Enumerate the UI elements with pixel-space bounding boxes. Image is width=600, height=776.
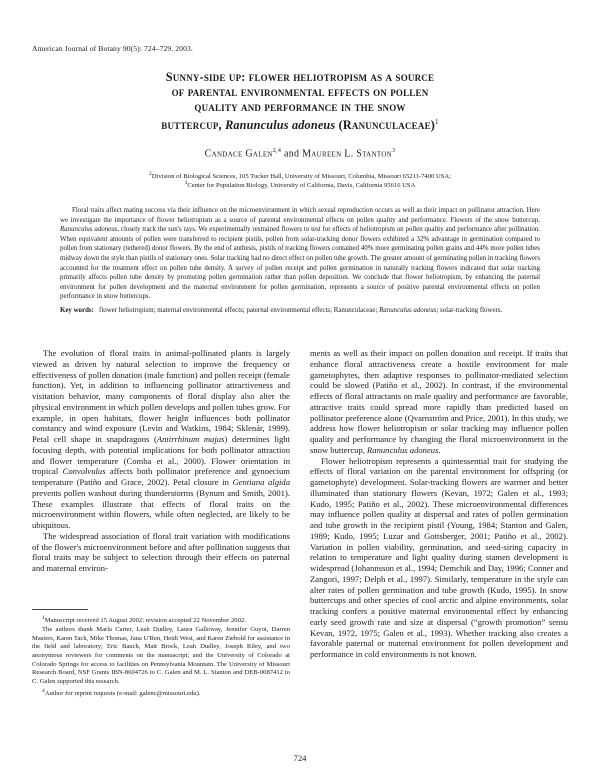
abstract-text-2: , closely track the sun's rays. We experimentally restrained flowers to test for effects of heliotropism on pollen quality and performance after pollination. When equivalent amounts of pollen were transferred to recipient pistils, pollen from solar-tracking donor flowers exhibited a 32% advantage in germination compared to pollen from stationary (tethered) donor flowers. By the end of anthesis, pistils of tracking flowers contained 40% more germinating pollen grains and 44% more pollen tubes midway down the style than pistils of stationary ones. Solar tracking had no direct effect on pollen tube growth. The greater amount of germinating pollen in tracking flowers accounted for the treatment effect on pollen tube density. A survey of pollen receipt and pollen germination in naturally tracking flowers indicated that solar tracking primarily affects pollen tube density by promoting pollen germination rather than pollen deposition. We conclude that flower heliotropism, by enhancing the paternal environment for pollen development and the maternal environment for pollen germination, represents a source of positive parental environmental effects on pollen performance in snow buttercups. (60, 226, 540, 301)
species-name: Antirrhinum majus (156, 434, 225, 444)
author-1: Candace Galen (204, 148, 273, 160)
title-line-4: buttercup, (161, 118, 226, 133)
species-name: Ranunculus adoneus (367, 444, 439, 455)
title-line-2: of parental environmental effects on pollen (171, 85, 429, 99)
abstract (60, 206, 540, 302)
body-column-left (32, 348, 290, 574)
keywords (60, 306, 540, 316)
keywords-label: Key words: (60, 307, 94, 314)
keywords-text-2: ; solar-tracking flowers. (436, 307, 503, 314)
species-name: Gentiana algida (232, 477, 290, 487)
article-title (60, 70, 540, 133)
footnote-mark: 4 (42, 687, 45, 694)
affiliation-2-mark: 3 (184, 180, 188, 186)
footnote-text: Author for reprint requests (e-mail: galenc@missouri.edu). (44, 690, 201, 697)
footnote: The authors thank Marla Carter, Leah Dudley, Laura Galloway, Jennifer Guyot, Darren Masters, Karen Tack, Mike Thomas, Jana U'Ren, Heidi West, and Karen Ziebold for assistance in the field and laboratory; Eric Bauch, Matt Brock, Leah Dudley, Joseph Riley, and two anonymous reviewers for comments on the manuscript; and the University of Colorado at Colorado Springs for access to facilities on Pennsylvania Mountain. The University of Missouri Research Board, NSF Grants IBN-8604726 to C. Galen and M. L. Stanton and DEB-0087412 to C. Galen supported this research. (32, 625, 290, 686)
title-family: (Ranunculaceae) (335, 118, 436, 133)
genus-name: Convolvulus (62, 466, 106, 477)
footnotes (32, 614, 290, 699)
paragraph-text: . (438, 444, 441, 455)
keywords-species: Ranunculus adoneus (379, 307, 437, 314)
paragraph-text: ments as well as their impact on pollen donation and receipt. If traits that enhance floral attractiveness create a hostile environment for male gametophytes, then adaptive responses to pollinator-mediated selection could be slowed (Patiño et al., 2002). In contrast, if the environmental effects of floral attractants on male quality and performance are favorable, attractive traits could spread more rapidly than predicted based on pollinator preference alone (Qvarnström and Price, 2001). In this study, we address how flower heliotropism or solar tracking may influence pollen quality and performance by changing the floral microenvironment in the snow buttercup, (310, 348, 568, 455)
author-2-mark: 3 (392, 148, 396, 154)
author-line (0, 148, 600, 159)
paragraph-text: prevents pollen washout during thunderstorms (Bynum and Smith, 2001). These examples illustrate that effects of floral traits on the microenvironment within flowers, while often neglected, are likely to be ubiquitous. (32, 487, 290, 530)
paragraph (32, 348, 290, 531)
author-2: Maureen L. Stanton (302, 148, 393, 160)
paragraph-text: The evolution of floral traits in animal-pollinated plants is largely viewed as driven by natural selection to improve the frequency or effectiveness of pollen donation (male function) and pollen receipt (female function). Yet, in addition to influencing pollinator attractiveness and visitation behavior, many components of floral display also alter the physical environment in which pollen develops and pollen tubes grow. For example, in open habitats, flower height influences both pollinator constancy and wind exposure (Levin and Watkins, 1984; Sklenár, 1999). Petal cell shape in snapdragons ( (32, 348, 290, 444)
page-number: 724 (293, 753, 307, 763)
title-line-1: Sunny-side up: flower heliotropism as a source (165, 70, 435, 84)
body-column-right (310, 348, 568, 660)
affiliation-2-text: Center for Population Biology, University of California, Davis, California 95616 USA (187, 182, 416, 190)
paragraph: Flower heliotropism represents a quintessential trait for studying the effects of floral variation on the parental environment for offspring (or gametophyte) development. Solar-tracking flowers are warmer and better illuminated than stationary flowers (Kevan, 1972; Galen et al., 1993; Kudo, 1995; Patiño et al., 2002). These microenvironmental differences may influence pollen quality at dispersal and rates of pollen germination and tube growth in the recipient pistil (Young, 1984; Stanton and Galen, 1989; Kudo, 1995; Luzar and Gottsberger, 2001; Patiño et al., 2002). Variation in pollen viability, germination, and seed-siring capacity in relation to temperature and light quality during stamen development is widespread (Johannsson et al., 1994; Demchik and Day, 1996; Conner and Zangori, 1997; Delph et al., 1997). Similarly, temperature in the style can alter rates of pollen germination and tube growth (Kudo, 1995). In snow buttercups and other species of cool arctic and alpine environments, solar tracking confers a positive maternal environmental effect by enhancing early seed growth rate and size at dispersal (“growth promotion” sensu Kevan, 1972, 1975; Galen et al., 1993). Whether tracking also creates a favorable paternal or maternal environment for pollen development and performance in cold environments is not known. (310, 455, 568, 659)
footnote (32, 687, 290, 699)
paragraph: The widespread association of floral trait variation with modifications of the flower's microenvironment before and after pollination suggests that floral traits may be subject to selection through their effects on paternal and maternal environ- (32, 530, 290, 573)
author-conjunction: and (281, 148, 303, 160)
footnote-text: Manuscript received 15 August 2002; revision accepted 22 November 2002. (44, 617, 246, 625)
affiliation-1-text: Division of Biological Sciences, 105 Tucker Hall, University of Missouri, Columbia, Missouri 65211-7400 USA; (151, 173, 451, 181)
footnote: $^1$Manuscript received 15 August 2002; revision accepted 22 November 2002. (42, 615, 246, 625)
abstract-text-1: Floral traits affect mating success via their influence on the microenvironment in which sexual reproduction occurs as well as their impact on pollinator attraction. Here we investigate the importance of flower heliotropism as a source of parental environmental effects on pollen quality and performance. Flowers of the snow buttercup, (60, 207, 540, 224)
paragraph-text: ) determines light focusing depth, with potential implications for both pollinator attraction and flower temperature (Comba et al., 2000). Flower orientation in tropical (32, 434, 290, 477)
abstract-species: Ranunculus adoneus (60, 226, 118, 234)
title-line-3: quality and performance in the snow (194, 100, 406, 114)
author-1-mark: 2,4 (272, 148, 282, 154)
title-footnote-mark: 1 (435, 118, 439, 126)
affiliation-2 (40, 179, 560, 190)
affiliation-1-mark: 2 (149, 171, 152, 177)
journal-citation: American Journal of Botany 90(5): 724–729. 2003. (32, 44, 193, 53)
keywords-text: flower heliotropism; maternal environmental effects; paternal environmental effects; Ranunculaceae; (99, 307, 380, 314)
footnote-divider (32, 609, 88, 610)
paragraph (310, 348, 568, 456)
paragraph-text: affects both pollinator preference and gynoecium temperature (Patiño and Grace, 2002). Petal closure in (32, 466, 290, 487)
title-species: Ranunculus adoneus (225, 118, 336, 133)
